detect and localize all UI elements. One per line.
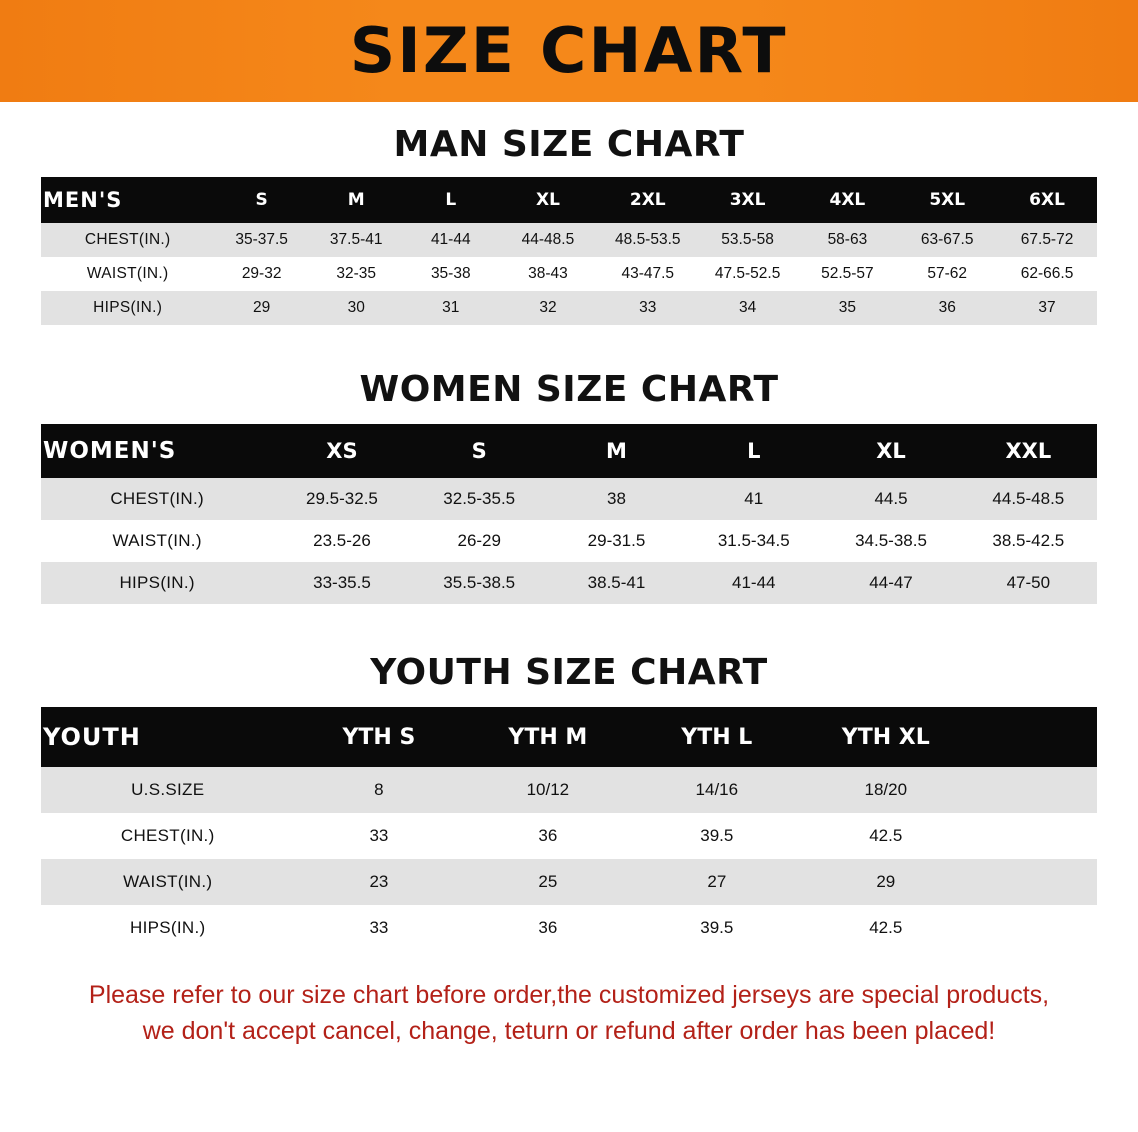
youth-chest-m: 36: [463, 813, 632, 859]
youth-us-size-m: 10/12: [463, 767, 632, 813]
youth-us-size-xl: 18/20: [801, 767, 970, 813]
men-chest-2xl: 48.5-53.5: [598, 223, 698, 257]
men-chest-4xl: 58-63: [797, 223, 897, 257]
men-row-label-hips: HIPS(IN.): [41, 291, 214, 325]
women-row-label-waist: WAIST(IN.): [41, 520, 273, 562]
women-waist-xl: 34.5-38.5: [822, 520, 959, 562]
banner-title: SIZE CHART: [350, 14, 788, 87]
men-header-l: L: [403, 177, 498, 223]
man-table-wrap: [41, 177, 1097, 325]
women-header-l: L: [685, 424, 822, 478]
women-waist-xs: 23.5-26: [273, 520, 410, 562]
youth-row-label-us-size: U.S.SIZE: [41, 767, 294, 813]
men-hips-4xl: 35: [797, 291, 897, 325]
man-size-table: [41, 177, 1097, 325]
women-hips-l: 41-44: [685, 562, 822, 604]
table-header-row: [41, 424, 1097, 478]
men-chest-s: 35-37.5: [214, 223, 309, 257]
men-row-label-waist: WAIST(IN.): [41, 257, 214, 291]
women-header-label: WOMEN'S: [41, 424, 273, 478]
women-table-wrap: [41, 424, 1097, 604]
women-section-title: WOMEN SIZE CHART: [359, 369, 779, 410]
youth-chest-xl: 42.5: [801, 813, 970, 859]
youth-hips-s: 33: [294, 905, 463, 951]
women-chest-m: 38: [548, 478, 685, 520]
women-header-xs: XS: [273, 424, 410, 478]
table-row: [41, 905, 1097, 951]
youth-hips-xl: 42.5: [801, 905, 970, 951]
youth-header-m: YTH M: [463, 707, 632, 767]
men-header-6xl: 6XL: [997, 177, 1097, 223]
youth-us-size-s: 8: [294, 767, 463, 813]
table-row: [41, 859, 1097, 905]
youth-header-label: YOUTH: [41, 707, 294, 767]
men-hips-l: 31: [403, 291, 498, 325]
youth-header-spacer: [970, 707, 1097, 767]
men-waist-xl: 38-43: [498, 257, 598, 291]
youth-row-label-hips: HIPS(IN.): [41, 905, 294, 951]
disclaimer-line-1: Please refer to our size chart before order,the customized jerseys are special products,: [88, 981, 1050, 1009]
men-waist-5xl: 57-62: [897, 257, 997, 291]
women-header-s: S: [411, 424, 548, 478]
youth-cell-spacer: [970, 859, 1097, 905]
youth-header-xl: YTH XL: [801, 707, 970, 767]
youth-cell-spacer: [970, 905, 1097, 951]
men-hips-3xl: 34: [698, 291, 798, 325]
youth-hips-l: 39.5: [632, 905, 801, 951]
men-header-2xl: 2XL: [598, 177, 698, 223]
women-hips-m: 38.5-41: [548, 562, 685, 604]
men-chest-5xl: 63-67.5: [897, 223, 997, 257]
men-header-xl: XL: [498, 177, 598, 223]
men-hips-2xl: 33: [598, 291, 698, 325]
men-waist-m: 32-35: [309, 257, 404, 291]
youth-waist-l: 27: [632, 859, 801, 905]
table-header-row: [41, 177, 1097, 223]
men-waist-3xl: 47.5-52.5: [698, 257, 798, 291]
men-row-label-chest: CHEST(IN.): [41, 223, 214, 257]
youth-section-title: YOUTH SIZE CHART: [370, 652, 768, 693]
table-row: [41, 257, 1097, 291]
banner: [0, 0, 1138, 102]
men-chest-m: 37.5-41: [309, 223, 404, 257]
women-waist-s: 26-29: [411, 520, 548, 562]
women-row-label-hips: HIPS(IN.): [41, 562, 273, 604]
table-row: [41, 767, 1097, 813]
disclaimer-note: [39, 977, 1099, 1050]
men-hips-s: 29: [214, 291, 309, 325]
men-header-5xl: 5XL: [897, 177, 997, 223]
women-waist-m: 29-31.5: [548, 520, 685, 562]
youth-chest-s: 33: [294, 813, 463, 859]
women-header-xl: XL: [822, 424, 959, 478]
women-chest-s: 32.5-35.5: [411, 478, 548, 520]
table-row: [41, 562, 1097, 604]
youth-waist-s: 23: [294, 859, 463, 905]
women-hips-xxl: 47-50: [960, 562, 1097, 604]
man-section-title: MAN SIZE CHART: [393, 124, 745, 165]
youth-waist-m: 25: [463, 859, 632, 905]
women-header-xxl: XXL: [960, 424, 1097, 478]
men-waist-6xl: 62-66.5: [997, 257, 1097, 291]
men-waist-4xl: 52.5-57: [797, 257, 897, 291]
men-waist-s: 29-32: [214, 257, 309, 291]
men-header-label: MEN'S: [41, 177, 214, 223]
disclaimer-line-2: we don't accept cancel, change, teturn or refund after order has been placed!: [142, 1017, 996, 1046]
men-header-m: M: [309, 177, 404, 223]
table-row: [41, 520, 1097, 562]
women-hips-xl: 44-47: [822, 562, 959, 604]
table-row: [41, 478, 1097, 520]
table-header-row: [41, 707, 1097, 767]
youth-header-l: YTH L: [632, 707, 801, 767]
youth-hips-m: 36: [463, 905, 632, 951]
youth-table-wrap: [41, 707, 1097, 951]
men-chest-6xl: 67.5-72: [997, 223, 1097, 257]
women-hips-s: 35.5-38.5: [411, 562, 548, 604]
men-chest-xl: 44-48.5: [498, 223, 598, 257]
youth-row-label-waist: WAIST(IN.): [41, 859, 294, 905]
men-hips-m: 30: [309, 291, 404, 325]
men-waist-2xl: 43-47.5: [598, 257, 698, 291]
youth-waist-xl: 29: [801, 859, 970, 905]
youth-cell-spacer: [970, 813, 1097, 859]
men-header-3xl: 3XL: [698, 177, 798, 223]
men-waist-l: 35-38: [403, 257, 498, 291]
women-waist-xxl: 38.5-42.5: [960, 520, 1097, 562]
women-row-label-chest: CHEST(IN.): [41, 478, 273, 520]
youth-row-label-chest: CHEST(IN.): [41, 813, 294, 859]
women-chest-xl: 44.5: [822, 478, 959, 520]
women-chest-l: 41: [685, 478, 822, 520]
youth-size-table: [41, 707, 1097, 951]
women-hips-xs: 33-35.5: [273, 562, 410, 604]
youth-header-s: YTH S: [294, 707, 463, 767]
men-hips-6xl: 37: [997, 291, 1097, 325]
table-row: [41, 223, 1097, 257]
men-header-4xl: 4XL: [797, 177, 897, 223]
youth-us-size-l: 14/16: [632, 767, 801, 813]
men-header-s: S: [214, 177, 309, 223]
youth-chest-l: 39.5: [632, 813, 801, 859]
women-waist-l: 31.5-34.5: [685, 520, 822, 562]
women-chest-xxl: 44.5-48.5: [960, 478, 1097, 520]
women-size-table: [41, 424, 1097, 604]
women-chest-xs: 29.5-32.5: [273, 478, 410, 520]
men-chest-l: 41-44: [403, 223, 498, 257]
table-row: [41, 813, 1097, 859]
table-row: [41, 291, 1097, 325]
women-header-m: M: [548, 424, 685, 478]
men-chest-3xl: 53.5-58: [698, 223, 798, 257]
youth-cell-spacer: [970, 767, 1097, 813]
men-hips-xl: 32: [498, 291, 598, 325]
men-hips-5xl: 36: [897, 291, 997, 325]
